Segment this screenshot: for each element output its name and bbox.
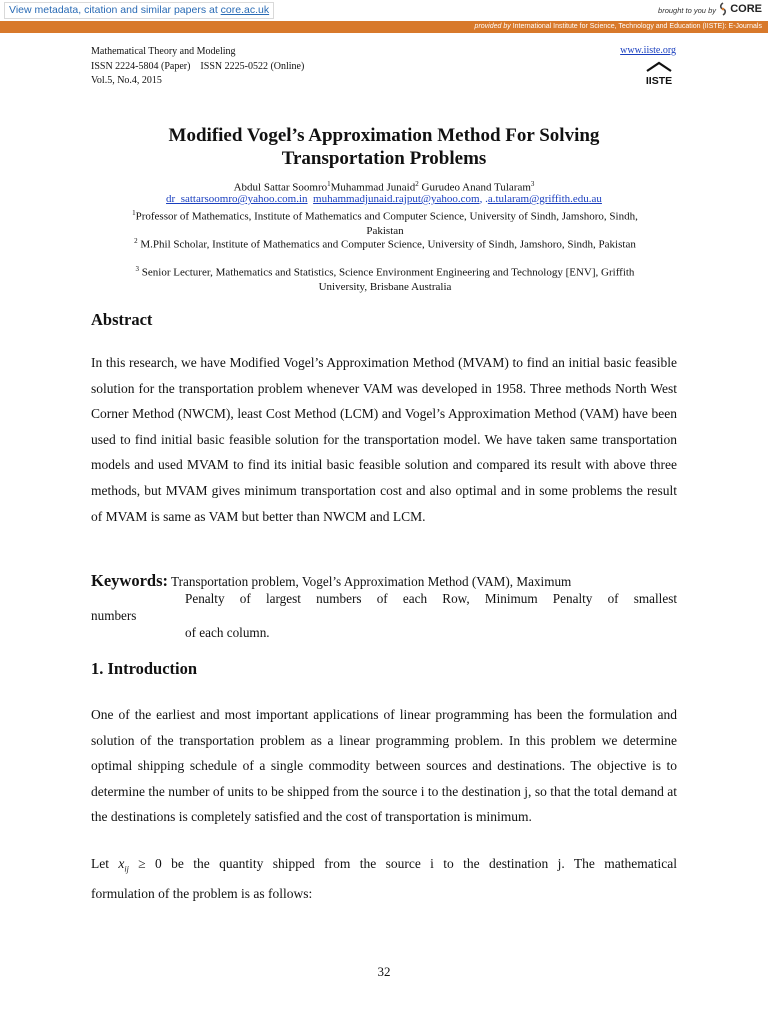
let-suffix: be the quantity shipped from the source i to the destination j. The mathematical: [161, 856, 677, 871]
introduction-let-line: [91, 855, 677, 879]
author-2: Muhammad Junaid: [330, 181, 416, 194]
affiliation-3-text: Senior Lecturer, Mathematics and Statistics, Science Environment Engineering and Technology [ENV], Griffith University, Brisbane Australia: [141, 266, 635, 293]
keywords-line3: numbers: [91, 608, 137, 623]
affiliation-2-text: M.Phil Scholar, Institute of Mathematics and Computer Science, University of Sindh, Jamshoro, Sindh, Pakistan: [140, 238, 636, 251]
author-2-sup: 2: [415, 180, 419, 188]
abstract-text: In this research, we have Modified Vogel’s Approximation Method (MVAM) to find an initial basic feasible solution for the transportation problem whenever VAM was developed in 1958. Three methods North West Corner Method (NWCM), least Cost Method (LCM) and Vogel’s Approximation Method (VAM) have been used to find initial basic feasible solution for the transportation model. We have taken same transportation models and used MVAM to find its initial basic feasible solution and compared its result with above three methods, but MVAM gives minimum transportation cost and also optimal and in some problems the result of MVAM is same as VAM but better than NWCM and LCM.: [91, 355, 677, 524]
core-logo[interactable]: [718, 2, 762, 16]
journal-name: Mathematical Theory and Modeling: [91, 46, 236, 57]
email-2-link[interactable]: muhammadjunaid.rajput@yahoo.com: [313, 193, 480, 205]
affiliation-1: [130, 206, 640, 238]
keywords-label: Keywords:: [91, 571, 168, 590]
let-math-sub: ij: [124, 864, 129, 874]
journal-volume: Vol.5, No.4, 2015: [91, 75, 162, 86]
introduction-heading: 1. Introduction: [91, 659, 198, 678]
keywords: [91, 572, 677, 641]
core-link-domain[interactable]: core.ac.uk: [220, 4, 270, 16]
brought-to-you-by: brought to you by: [658, 6, 716, 15]
core-banner: [0, 0, 768, 22]
email-1-link[interactable]: dr_sattarsoomro@yahoo.com.in: [166, 193, 308, 205]
paper-title: [0, 124, 768, 170]
paper-title-line2: Transportation Problems: [281, 148, 487, 169]
introduction-text: One of the earliest and most important applications of linear programming has been the formulation and solution of the transportation problem as a linear programming problem. In this problem we determine optimal shipping schedule of a single commodity between sources and destinations. The objective is to determine the number of units to be shipped from the source i to the destination j, so that the total demand at the destinations is completely satisfied and the cost of transportation is minimum.: [91, 707, 677, 825]
author-emails: [0, 192, 768, 206]
author-1-sup: 1: [327, 180, 331, 188]
author-3: Gurudeo Anand Tularam: [418, 181, 531, 194]
keywords-line1: Transportation problem, Vogel’s Approximation Method (VAM), Maximum: [168, 574, 572, 589]
let-math-rel: ≥ 0: [128, 856, 162, 871]
paper-title-line1: Modified Vogel’s Approximation Method For Solving: [168, 125, 600, 146]
affiliation-1-text: Professor of Mathematics, Institute of Mathematics and Computer Science, University of Sindh, Jamshoro, Sindh, Pakistan: [135, 210, 638, 237]
provided-by-source: International Institute for Science, Technology and Education (IISTE): E-Journals: [512, 23, 762, 30]
email-3-link[interactable]: a.tularam@griffith.edu.au: [487, 193, 602, 205]
core-metadata-link[interactable]: [4, 2, 274, 19]
core-link-prefix[interactable]: View metadata, citation and similar papers at: [9, 4, 218, 16]
author-1: Abdul Sattar Soomro: [233, 181, 328, 194]
core-brand: CORE: [730, 3, 762, 15]
core-logo-icon: [718, 2, 728, 16]
author-3-sup: 3: [530, 180, 535, 188]
let-math-var: x: [118, 856, 125, 871]
affiliation-1-sup: 1: [132, 209, 136, 217]
journal-issn: ISSN 2224-5804 (Paper) ISSN 2225-0522 (Online): [91, 60, 305, 72]
let-prefix: Let: [91, 856, 119, 871]
provided-by-label: provided by: [474, 23, 511, 30]
affiliation-2-sup: 2: [134, 237, 138, 245]
affiliation-3: [130, 262, 640, 294]
page-number: 32: [377, 964, 391, 979]
iiste-logo-text: IISTE: [645, 75, 673, 86]
abstract-heading: Abstract: [91, 310, 153, 329]
provided-by-bar: [0, 21, 768, 33]
affiliation-3-sup: 3: [135, 265, 140, 273]
keywords-line2: Penalty of largest numbers of each Row, Minimum Penalty of smallest: [185, 591, 677, 606]
introduction-formulation: formulation of the problem is as follows:: [91, 886, 313, 901]
journal-website-link[interactable]: www.iiste.org: [620, 45, 676, 56]
provided-by-text: [475, 22, 762, 32]
affiliation-2: [130, 234, 640, 252]
iiste-logo: [644, 60, 674, 86]
email-separator: , .: [479, 193, 488, 205]
journal-info: [91, 45, 304, 89]
keywords-line4: of each column.: [185, 625, 270, 640]
